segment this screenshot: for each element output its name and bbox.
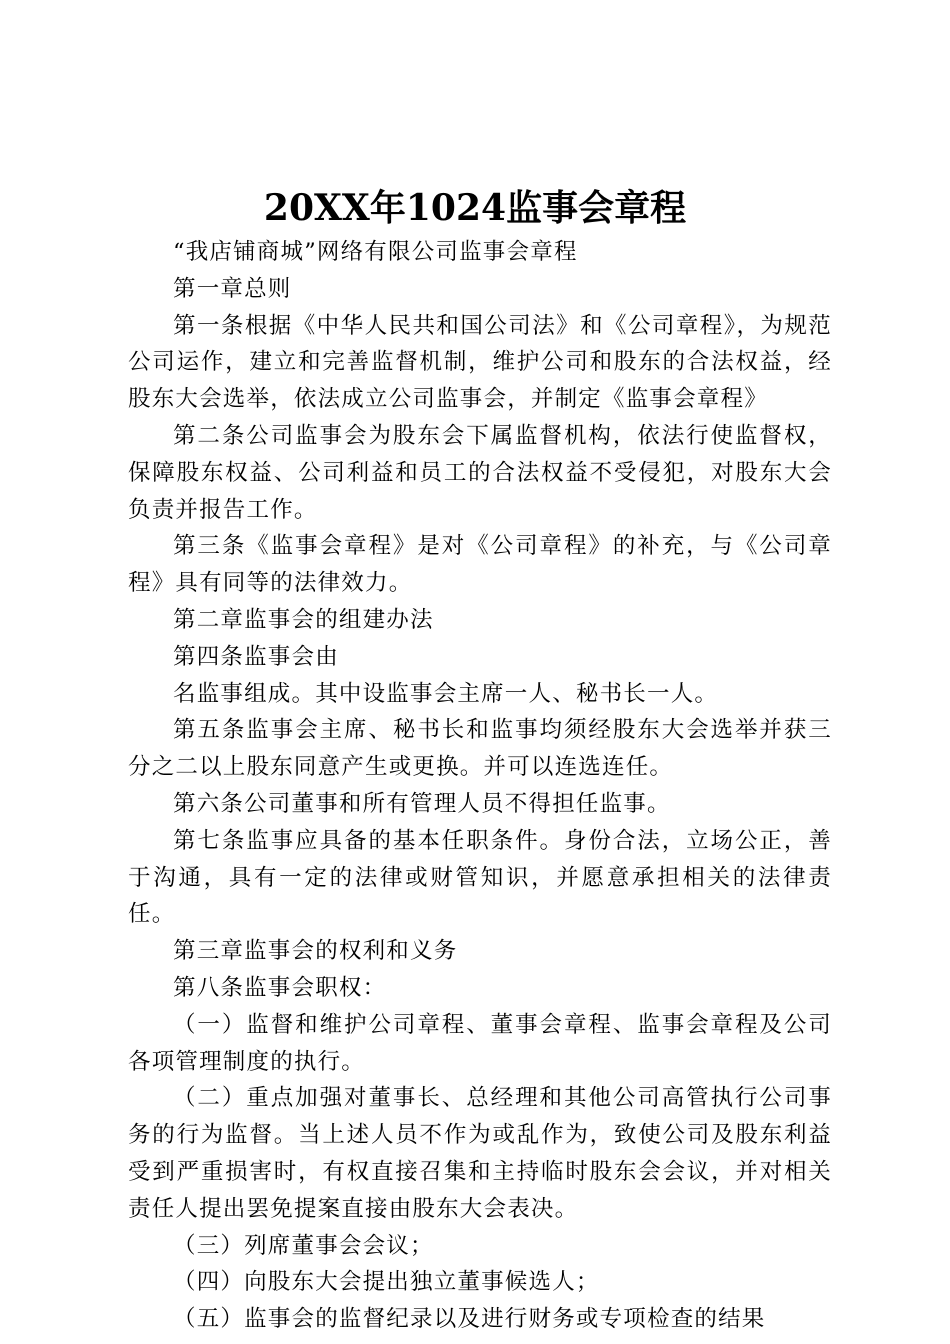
paragraph-article-7: 第七条监事应具备的基本任职条件。身份合法，立场公正，善于沟通，具有一定的法律或财管知识，并愿意承担相关的法律责任。 xyxy=(128,827,832,928)
paragraph-chapter-3: 第三章监事会的权利和义务 xyxy=(173,938,458,965)
paragraph-article-3: 第三条《监事会章程》是对《公司章程》的补充，与《公司章程》具有同等的法律效力。 xyxy=(128,533,832,597)
document-title: 20XX年1024监事会章程 xyxy=(263,187,687,229)
paragraph-company-heading: “我店铺商城”网络有限公司监事会章程 xyxy=(173,239,578,265)
paragraph-article-4: 第四条监事会由 xyxy=(173,643,339,670)
paragraph-article-6: 第六条公司董事和所有管理人员不得担任监事。 xyxy=(173,790,671,817)
paragraph-chapter-1: 第一章总则 xyxy=(173,275,292,302)
paragraph-article-8: 第八条监事会职权： xyxy=(173,974,387,1001)
document-body xyxy=(128,234,832,1338)
paragraph-article-4-continued: 名监事组成。其中设监事会主席一人、秘书长一人。 xyxy=(173,680,719,707)
paragraph-article-5: 第五条监事会主席、秘书长和监事均须经股东大会选举并获三分之二以上股东同意产生或更换。并可以连选连任。 xyxy=(128,717,832,781)
paragraph-item-3: （三）列席董事会会议； xyxy=(173,1232,434,1259)
paragraph-item-5: （五）监事会的监督纪录以及进行财务或专项检查的结果 xyxy=(173,1306,766,1333)
paragraph-item-2: （二）重点加强对董事长、总经理和其他公司高管执行公司事务的行为监督。当上述人员不作为或乱作为，致使公司及股东利益受到严重损害时，有权直接召集和主持临时股东会会议，并对相关责任人提出罢免提案直接由股东大会表决。 xyxy=(128,1085,832,1222)
paragraph-item-1: （一）监督和维护公司章程、董事会章程、监事会章程及公司各项管理制度的执行。 xyxy=(128,1011,832,1075)
paragraph-item-4: （四）向股东大会提出独立董事候选人； xyxy=(173,1269,600,1296)
paragraph-article-1: 第一条根据《中华人民共和国公司法》和《公司章程》，为规范公司运作，建立和完善监督机制，维护公司和股东的合法权益，经股东大会选举，依法成立公司监事会，并制定《监事会章程》 xyxy=(128,312,832,413)
paragraph-chapter-2: 第二章监事会的组建办法 xyxy=(173,606,434,633)
paragraph-article-2: 第二条公司监事会为股东会下属监督机构，依法行使监督权，保障股东权益、公司利益和员工的合法权益不受侵犯，对股东大会负责并报告工作。 xyxy=(128,422,832,523)
